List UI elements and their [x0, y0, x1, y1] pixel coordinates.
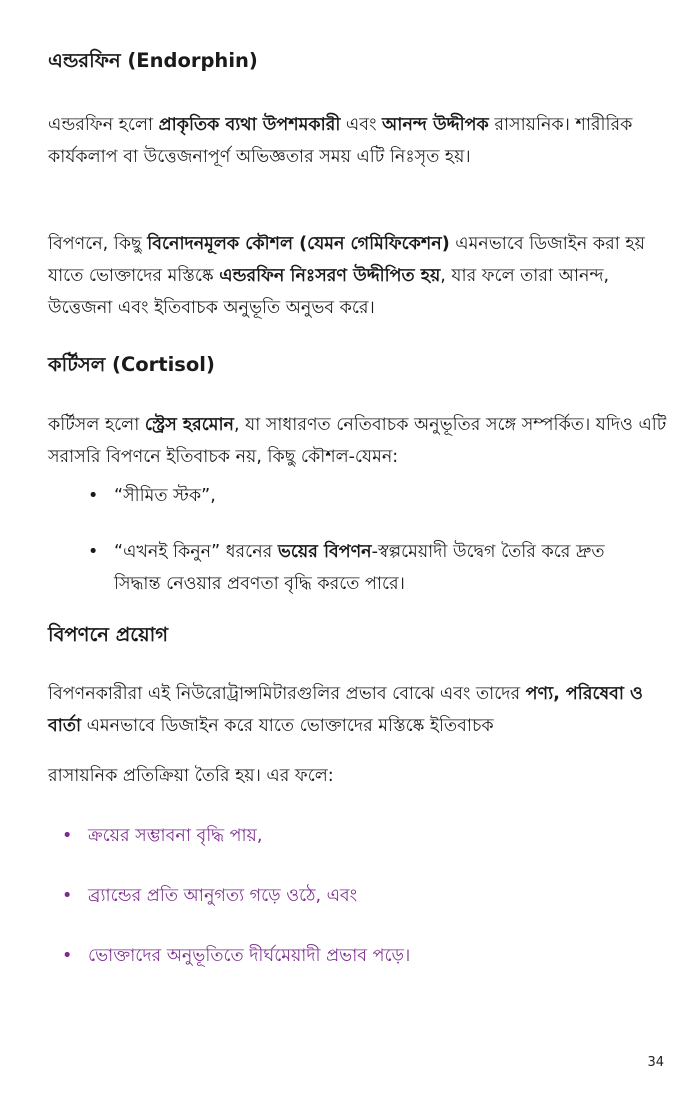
cortisol-paragraph-1 [48, 409, 668, 473]
bold-text: প্রাকৃতিক ব্যথা উপশমকারী [158, 115, 341, 135]
application-paragraph-1 [48, 678, 668, 742]
text-run: এবং [340, 115, 383, 135]
list-item-text: “সীমিত স্টক”, [114, 486, 216, 506]
list-item-text: ভোক্তাদের অনুভূতিতে দীর্ঘমেয়াদী প্রভাব পড়ে। [88, 946, 411, 966]
endorphin-paragraph-1 [48, 109, 668, 173]
bold-text: ভয়ের বিপণন [277, 542, 372, 562]
bullet-dot: • [62, 946, 73, 966]
bold-text: বিনোদনমূলক কৌশল (যেমন গেমিফিকেশন) [147, 234, 450, 254]
bold-text: পণ্য, পরিষেবা ও বার্তা [48, 684, 643, 736]
bold-text: এন্ডরফিন নিঃসরণ উদ্দীপিত হয় [219, 266, 441, 286]
text-run: বিপণনে, কিছু [48, 234, 148, 254]
list-item-text: ক্রয়ের সম্ভাবনা বৃদ্ধি পায়, [88, 826, 263, 846]
text-run: এমনভাবে ডিজাইন করে যাতে ভোক্তাদের মস্তিষ্কে ইতিবাচক [81, 716, 494, 736]
cortisol-heading: কর্টিসল (Cortisol) [48, 353, 215, 376]
text-run: এন্ডরফিন হলো [48, 115, 159, 135]
bullet-dot: • [62, 826, 73, 846]
text-run: এমনভাবে ডিজাইন করা হয় যাতে ভোক্তাদের মস্তিষ্কে [48, 234, 645, 286]
text-run: , যার ফলে তারা আনন্দ, উত্তেজনা এবং ইতিবাচক অনুভূতি অনুভব করে। [48, 266, 610, 318]
application-paragraph-2: রাসায়নিক প্রতিক্রিয়া তৈরি হয়। এর ফলে: [48, 766, 334, 786]
text-run: -স্বল্পমেয়াদী উদ্বেগ তৈরি করে দ্রুত সিদ্ধান্ত নেওয়ার প্রবণতা বৃদ্ধি করতে পারে। [114, 542, 605, 594]
text-run: বিপণনকারীরা এই নিউরোট্রান্সমিটারগুলির প্রভাব বোঝে এবং তাদের [48, 684, 526, 704]
bold-text: আনন্দ উদ্দীপক [382, 115, 489, 135]
bullet-dot: • [62, 886, 73, 906]
text-run: রাসায়নিক। শারীরিক কার্যকলাপ বা উত্তেজনাপূর্ণ অভিজ্ঞতার সময় এটি নিঃসৃত হয়। [48, 115, 633, 167]
endorphin-paragraph-2 [48, 228, 668, 324]
bold-text: স্ট্রেস হরমোন [144, 415, 234, 435]
page-number: 34 [647, 1055, 664, 1070]
list-item-text: ব্র্যান্ডের প্রতি আনুগত্য গড়ে ওঠে, এবং [88, 886, 358, 906]
text-run: কর্টিসল হলো [48, 415, 145, 435]
endorphin-heading: এন্ডরফিন (Endorphin) [48, 49, 258, 72]
text-run: , যা সাধারণত নেতিবাচক অনুভূতির সঙ্গে সম্পর্কিত। যদিও এটি সরাসরি বিপণনে ইতিবাচক নয়, কিছু কৌশল-যেমন: [48, 415, 667, 467]
list-item-text [114, 536, 654, 600]
bullet-dot: • [88, 486, 99, 506]
application-heading: বিপণনে প্রয়োগ [48, 623, 169, 646]
bullet-dot: • [88, 542, 99, 562]
text-run: “এখনই কিনুন” ধরনের [114, 542, 278, 562]
